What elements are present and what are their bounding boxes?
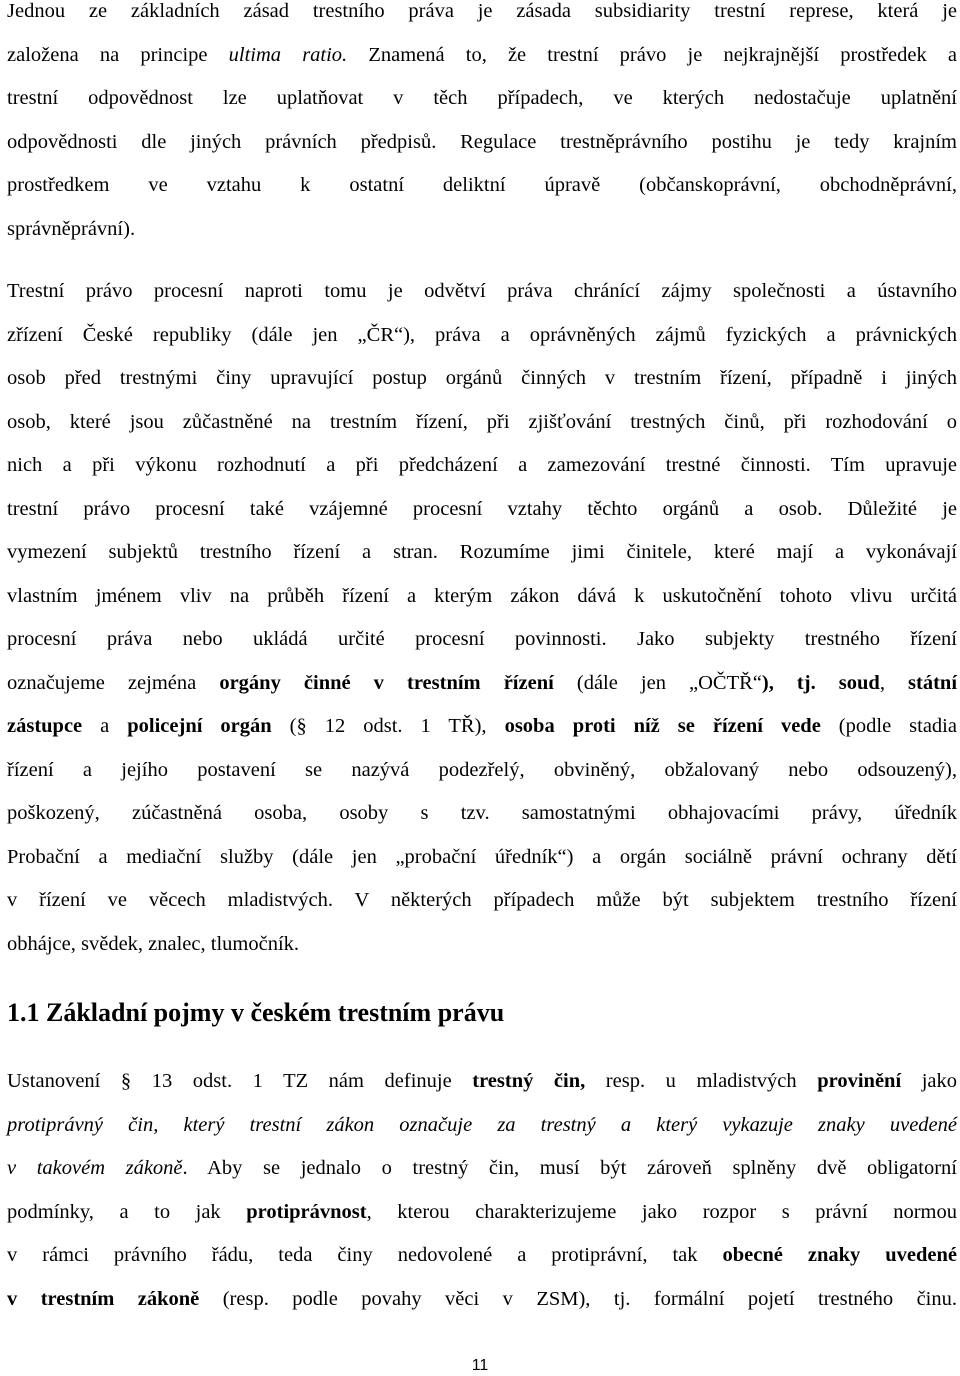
text-run: , (879, 671, 909, 694)
text-run: (§ 12 odst. 1 TŘ), (271, 715, 505, 737)
text-run: označujeme zejména (7, 671, 220, 694)
paragraph-3 (7, 1060, 957, 1321)
text-line (7, 77, 957, 121)
text-line (7, 1278, 957, 1322)
text-line (7, 401, 957, 445)
text-run: v rámci právního řádu, teda činy nedovolené a protiprávní, tak (7, 1244, 723, 1266)
paragraph-1 (7, 0, 957, 251)
text-line (7, 314, 957, 358)
text-run: Znamená to, že trestní právo je nejkrajnější prostředek a (347, 43, 957, 66)
text-line (7, 923, 957, 967)
text-run: procesní práva nebo ukládá určité procesní povinnosti. Jako subjekty trestného řízení (7, 628, 957, 650)
text-line (7, 164, 957, 208)
text-run: vymezení subjektů trestního řízení a stran. Rozumíme jimi činitele, které mají a vykonávají (7, 541, 957, 563)
text-run: . Aby se jednalo o trestný čin, musí být zároveň splněny dvě obligatorní (182, 1157, 957, 1179)
text-run: protiprávný čin, který trestní zákon označuje za trestný a který vykazuje znaky uvedené (7, 1113, 957, 1136)
text-run: (dále jen „OČTŘ“ (553, 671, 762, 694)
text-run: trestní právo procesní také vzájemné procesní vztahy těchto orgánů a osob. Důležité je (7, 497, 957, 520)
paragraph-2 (7, 270, 957, 966)
text-run: Regulace trestněprávního postihu je tedy krajním (436, 130, 958, 153)
text-line (7, 121, 957, 165)
text-run: v řízení ve věcech mladistvých. V některých případech může být subjektem trestního řízení (7, 889, 957, 911)
text-line (7, 749, 957, 793)
text-run: Ustanovení § 13 odst. 1 TZ nám definuje (7, 1070, 473, 1092)
text-run: orgány činné v trestním řízení (219, 671, 554, 694)
text-line (7, 444, 957, 488)
text-run: správněprávní). (7, 217, 136, 240)
text-run: zástupce (7, 715, 83, 737)
text-run: a (82, 715, 128, 737)
text-line (7, 1060, 957, 1104)
text-line (7, 270, 957, 314)
text-line (7, 836, 957, 880)
text-run: prostředkem ve vztahu k ostatní deliktní úpravě (občanskoprávní, obchodněprávní, (7, 174, 957, 196)
section-heading: 1.1 Základní pojmy v českém trestním právu (7, 998, 505, 1027)
text-run: zřízení České republiky (dále jen „ČR“), práva a oprávněných zájmů fyzických a právnických (7, 323, 957, 346)
text-line (7, 662, 957, 706)
text-run: (podle stadia (820, 715, 957, 737)
text-run: řízení a jejího postavení se nazývá podezřelý, obviněný, obžalovaný nebo odsouzený), (7, 758, 957, 781)
text-line (7, 879, 957, 923)
text-line (7, 357, 957, 401)
text-run: protiprávnost (246, 1200, 367, 1223)
text-line (7, 0, 957, 34)
text-line (7, 208, 957, 252)
text-run: provinění (817, 1070, 902, 1092)
text-run: osoba proti níž se řízení vede (504, 715, 821, 737)
text-run: (resp. podle povahy věci v ZSM), tj. formální pojetí trestného činu. (199, 1287, 957, 1310)
text-line (7, 1104, 957, 1148)
text-run: trestní odpovědnost lze uplatňovat v těch případech, ve kterých nedostačuje uplatnění (7, 87, 957, 109)
text-run: osob před trestnými činy upravující postup orgánů činných v trestním řízení, případně i jiných (7, 367, 957, 389)
page-number: 11 (471, 1357, 489, 1374)
text-line (7, 488, 957, 532)
text-line (7, 531, 957, 575)
text-line (7, 618, 957, 662)
text-run: soud (838, 671, 880, 694)
text-run (816, 672, 839, 694)
text-run: v takovém zákoně (7, 1157, 183, 1179)
text-run: založena na principe (7, 43, 229, 66)
text-run: osob, které jsou zůčastněné na trestním řízení, při zjišťování trestných činů, při rozhodování o (7, 410, 957, 433)
text-line (7, 1191, 957, 1235)
text-run: obhájce, svědek, znalec, tlumočník. (7, 932, 300, 955)
text-run: státní (908, 671, 958, 694)
text-run: Jednou ze základních zásad trestního práva je zásada subsidiarity trestní represe, která je (7, 0, 957, 22)
text-run: v trestním zákoně (7, 1287, 200, 1310)
text-line (7, 1234, 957, 1278)
text-run: trestný čin, (472, 1070, 586, 1092)
text-run: ), tj. (761, 671, 816, 694)
text-run: poškozený, zúčastněná osoba, osoby s tzv. samostatnými obhajovacími právy, úředník (7, 802, 957, 824)
text-run: jako (901, 1070, 957, 1092)
text-run: policejní orgán (127, 715, 272, 737)
text-line (7, 792, 957, 836)
text-run: podmínky, a to jak (7, 1200, 247, 1223)
text-run: nich a při výkonu rozhodnutí a při předcházení a zamezování trestné činnosti. Tím upravuje (7, 454, 957, 476)
text-line (7, 34, 957, 78)
text-run: obecné znaky uvedené (722, 1244, 958, 1266)
text-run: vlastním jménem vliv na průběh řízení a kterým zákon dává k uskutočnění tohoto vlivu určitá (7, 584, 957, 607)
text-line (7, 575, 957, 619)
text-line (7, 705, 957, 749)
text-run: resp. u mladistvých (585, 1070, 818, 1092)
text-line (7, 1147, 957, 1191)
text-run: Probační a mediační služby (dále jen „probační úředník“) a orgán sociálně právní ochrany dětí (7, 845, 957, 868)
text-run: ultima ratio. (228, 43, 348, 66)
text-run: Trestní právo procesní naproti tomu je odvětví práva chránící zájmy společnosti a ústavního (7, 280, 957, 302)
text-run: odpovědnosti dle jiných právních předpisů. (7, 130, 437, 153)
text-run: , kterou charakterizujeme jako rozpor s právní normou (366, 1200, 957, 1223)
